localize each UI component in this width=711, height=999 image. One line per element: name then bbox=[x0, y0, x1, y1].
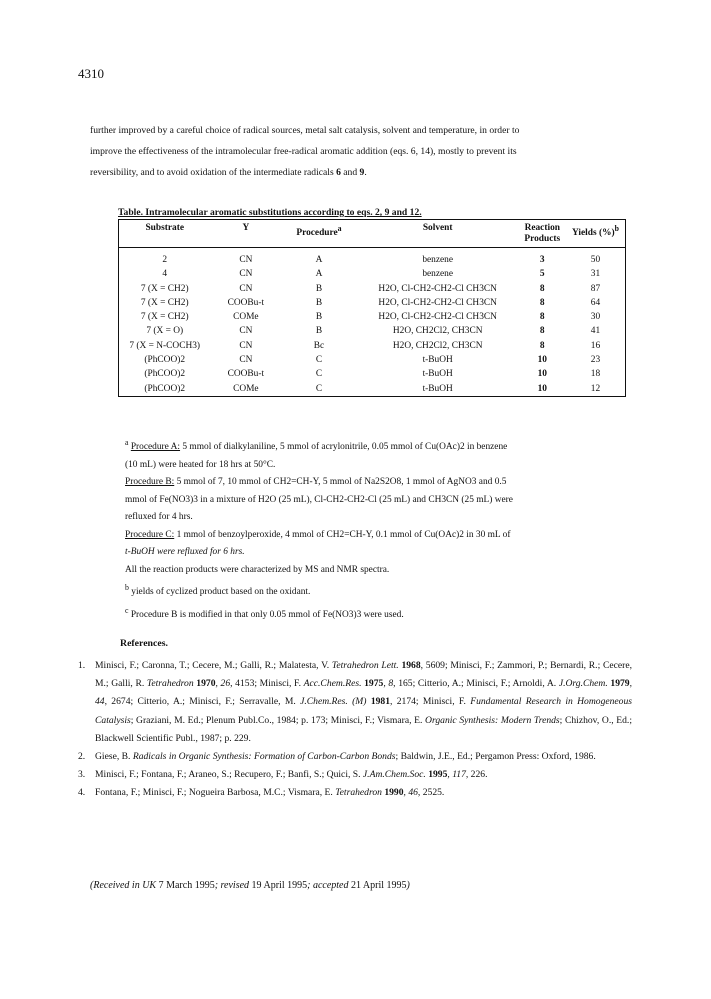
footnote-marker: a bbox=[337, 224, 342, 233]
table-row bbox=[119, 367, 626, 381]
reference-item bbox=[78, 766, 632, 784]
reference-number: 2. bbox=[78, 751, 86, 763]
table-row bbox=[119, 282, 626, 296]
cell-substrate: (PhCOO)2 bbox=[144, 369, 186, 380]
cell-procedure: C bbox=[315, 383, 323, 394]
footnote-text: 5 mmol of dialkylaniline, 5 mmol of acrylonitrile, 0.05 mmol of Cu(OAc)2 in benzene bbox=[180, 442, 508, 453]
header-yields bbox=[566, 220, 626, 248]
cell-product: 8 bbox=[539, 312, 545, 323]
table-row bbox=[119, 324, 626, 338]
footnote-line: mmol of Fe(NO3)3 in a mixture of H2O (25 mL), Cl-CH2-CH2-Cl (25 mL) and CH3CN (25 mL) were bbox=[125, 494, 513, 505]
cell-product: 8 bbox=[539, 340, 545, 351]
cell-y: COOBu-t bbox=[227, 297, 265, 308]
ref-year: 1970 bbox=[193, 678, 216, 690]
cell-procedure: B bbox=[315, 312, 323, 323]
received-text: ; accepted bbox=[307, 880, 351, 891]
cell-y: CN bbox=[239, 326, 253, 337]
header-y: Y bbox=[210, 220, 281, 248]
intro-text: and bbox=[340, 167, 360, 178]
journal-name: Acc.Chem.Res. bbox=[303, 678, 362, 690]
cell-solvent: H2O, CH2Cl2, CH3CN bbox=[392, 340, 483, 351]
footnote-line: (10 mL) were heated for 18 hrs at 50°C. bbox=[125, 459, 276, 470]
reference-number: 4. bbox=[78, 787, 86, 799]
compound-number: 6 bbox=[336, 167, 341, 178]
header-procedure-text: Procedure bbox=[296, 228, 338, 239]
intro-line bbox=[90, 162, 635, 183]
ref-text: , 2674; Citterio, A.; Minisci, F.; Serravalle, M. bbox=[104, 696, 301, 708]
header-reaction-products-line1: Reaction bbox=[524, 223, 560, 233]
cell-y: CN bbox=[239, 255, 253, 265]
table-row bbox=[119, 267, 626, 281]
footnote-procedure-a bbox=[125, 434, 630, 457]
book-title: Organic Synthesis: Modern Trends bbox=[425, 714, 560, 726]
footnote-marker: a bbox=[125, 438, 129, 447]
ref-text: , 226. bbox=[465, 769, 488, 781]
procedure-label: Procedure A: bbox=[130, 442, 181, 453]
cell-product: 8 bbox=[539, 326, 545, 337]
footnote-text: Procedure B is modified in that only 0.05 mmol of Fe(NO3)3 were used. bbox=[128, 609, 404, 620]
cell-y: CN bbox=[239, 283, 253, 294]
ref-volume: , 46 bbox=[403, 787, 418, 799]
cell-procedure: C bbox=[315, 369, 323, 380]
cell-yield: 31 bbox=[590, 269, 601, 280]
ref-text: Minisci, F.; Caronna, T.; Cecere, M.; Galli, R.; Malatesta, V. bbox=[95, 660, 332, 671]
cell-procedure: B bbox=[315, 326, 323, 337]
cell-procedure: A bbox=[315, 269, 323, 280]
cell-solvent: benzene bbox=[422, 255, 454, 265]
reference-number: 1. bbox=[78, 660, 86, 671]
intro-text: . bbox=[364, 167, 367, 178]
footnote-text: 1 mmol of benzoylperoxide, 4 mmol of CH2=CH-Y, 0.1 mmol of Cu(OAc)2 in 30 mL of bbox=[174, 529, 511, 540]
ref-text: , 165; Citterio, A.; Minisci, F.; Arnoldi, A. bbox=[393, 678, 559, 690]
cell-substrate: (PhCOO)2 bbox=[144, 355, 186, 366]
footnote-procedure-b bbox=[125, 474, 630, 492]
ref-text: ; Baldwin, J.E., Ed.; Pergamon Press: Oxford, 1986. bbox=[395, 751, 596, 763]
cell-yield: 16 bbox=[590, 340, 601, 351]
cell-substrate: 2 bbox=[162, 255, 168, 265]
table-row bbox=[119, 248, 626, 268]
footnote-marker: b bbox=[125, 583, 129, 593]
cell-yield: 12 bbox=[590, 383, 601, 394]
ref-volume: , 44 bbox=[95, 678, 633, 708]
table-row bbox=[119, 353, 626, 367]
cell-y: COMe bbox=[233, 383, 259, 394]
header-reaction-products-line2: Products bbox=[524, 234, 561, 244]
table-footnotes bbox=[125, 434, 630, 624]
received-text: ) bbox=[406, 880, 410, 891]
cell-procedure: C bbox=[315, 355, 323, 366]
cell-solvent: t-BuOH bbox=[422, 369, 453, 380]
cell-y: CN bbox=[239, 269, 253, 280]
cell-yield: 87 bbox=[590, 283, 601, 294]
reference-item bbox=[78, 657, 632, 748]
journal-name: J.Org.Chem. bbox=[558, 678, 608, 690]
ref-year: 1990 bbox=[381, 787, 404, 799]
journal-name: Tetrahedron Lett. bbox=[331, 660, 399, 671]
ref-year: 1995 bbox=[425, 769, 448, 781]
journal-name: Tetrahedron bbox=[335, 787, 382, 799]
table-header-row bbox=[119, 220, 626, 248]
footnote-procedure-c bbox=[125, 527, 630, 545]
ref-text: , 2525. bbox=[417, 787, 445, 799]
cell-product: 3 bbox=[539, 255, 545, 265]
cell-solvent: t-BuOH bbox=[422, 355, 453, 366]
intro-text: reversibility, and to avoid oxidation of the intermediate radicals bbox=[90, 167, 337, 178]
cell-product: 10 bbox=[537, 369, 547, 380]
footnote-marker: c bbox=[125, 605, 129, 615]
header-procedure bbox=[281, 220, 356, 248]
cell-y: COOBu-t bbox=[227, 369, 265, 380]
intro-paragraph bbox=[90, 120, 635, 183]
received-date: 7 March 1995 bbox=[158, 880, 215, 891]
intro-line: improve the effectiveness of the intramolecular free-radical aromatic addition (eqs. 6, 14), mostly to prevent its bbox=[90, 146, 517, 157]
footnote-note-b bbox=[125, 579, 630, 602]
cell-substrate: 7 (X = CH2) bbox=[140, 312, 189, 323]
cell-product: 8 bbox=[539, 297, 545, 308]
journal-name: J.Am.Chem.Soc. bbox=[362, 769, 426, 781]
cell-procedure: B bbox=[315, 297, 323, 308]
header-substrate: Substrate bbox=[119, 220, 211, 248]
results-table bbox=[118, 219, 626, 397]
reference-item bbox=[78, 784, 632, 802]
cell-y: CN bbox=[239, 355, 253, 366]
ref-volume: , 8 bbox=[383, 678, 394, 690]
cell-substrate: 7 (X = O) bbox=[146, 326, 184, 337]
page-number: 4310 bbox=[78, 66, 104, 81]
ref-text: Giese, B. bbox=[95, 751, 133, 763]
cell-yield: 30 bbox=[590, 312, 601, 323]
cell-procedure: Bc bbox=[313, 340, 325, 351]
accepted-date: 21 April 1995 bbox=[350, 880, 407, 891]
cell-product: 5 bbox=[539, 269, 545, 280]
footnote-text: 5 mmol of 7, 10 mmol of CH2=CH-Y, 5 mmol of Na2S2O8, 1 mmol of AgNO3 and 0.5 bbox=[174, 477, 507, 488]
procedure-label: Procedure B: bbox=[125, 477, 175, 488]
footnote-text: yields of cyclized product based on the oxidant. bbox=[128, 587, 311, 598]
header-yields-text: Yields (%) bbox=[571, 228, 615, 239]
book-title: Fundamental Research in Homogeneous Catalysis bbox=[95, 696, 633, 726]
revised-date: 19 April 1995 bbox=[251, 880, 308, 891]
reference-item bbox=[78, 748, 632, 766]
footnote-note: All the reaction products were characterized by MS and NMR spectra. bbox=[125, 564, 390, 575]
cell-substrate: 7 (X = CH2) bbox=[140, 297, 189, 308]
ref-year: 1981 bbox=[366, 696, 391, 708]
ref-text: ; Chizhov, O., Ed.; Blackwell Scientific Publ., 1987; p. 229. bbox=[95, 714, 632, 744]
references-heading: References. bbox=[120, 638, 168, 649]
header-solvent: Solvent bbox=[357, 220, 519, 248]
cell-y: CN bbox=[239, 340, 253, 351]
header-reaction-products bbox=[519, 220, 566, 248]
ref-text: Fontana, F.; Minisci, F.; Nogueira Barbosa, M.C.; Vismara, E. bbox=[95, 787, 336, 799]
cell-substrate: (PhCOO)2 bbox=[144, 383, 186, 394]
table-title: Table. Intramolecular aromatic substitutions according to eqs. 2, 9 and 12. bbox=[118, 207, 422, 218]
ref-year: 1975 bbox=[361, 678, 384, 690]
cell-product: 10 bbox=[537, 355, 547, 366]
ref-text: ; Graziani, M. Ed.; Plenum Publ.Co., 1984; p. 173; Minisci, F.; Vismara, E. bbox=[130, 714, 426, 726]
cell-solvent: benzene bbox=[422, 269, 454, 280]
journal-name: J.Chem.Res. (M) bbox=[300, 696, 367, 708]
cell-solvent: H2O, Cl-CH2-CH2-Cl CH3CN bbox=[378, 297, 497, 308]
footnote-text: t-BuOH were refluxed for 6 hrs. bbox=[125, 547, 245, 558]
ref-year: 1968 bbox=[398, 660, 421, 671]
compound-number: 9 bbox=[359, 167, 365, 178]
footnote-marker: b bbox=[614, 224, 619, 233]
cell-y: COMe bbox=[233, 312, 259, 323]
journal-name: Tetrahedron bbox=[146, 678, 194, 690]
received-dates bbox=[90, 880, 410, 891]
ref-volume: , 26 bbox=[215, 678, 231, 690]
cell-procedure: A bbox=[315, 255, 323, 265]
table-body bbox=[119, 248, 626, 397]
cell-product: 8 bbox=[539, 283, 545, 294]
footnote-line: refluxed for 4 hrs. bbox=[125, 512, 193, 523]
ref-text: , 4153; Minisci, F. bbox=[230, 678, 304, 690]
cell-product: 10 bbox=[537, 383, 547, 394]
cell-yield: 18 bbox=[590, 369, 601, 380]
received-text: (Received in UK bbox=[90, 880, 159, 891]
reference-number: 3. bbox=[78, 769, 86, 781]
cell-substrate: 7 (X = N-COCH3) bbox=[129, 340, 201, 351]
cell-yield: 64 bbox=[590, 297, 601, 308]
references-list bbox=[78, 657, 632, 803]
ref-text: , 2174; Minisci, F. bbox=[390, 696, 471, 708]
intro-line: further improved by a careful choice of radical sources, metal salt catalysis, solvent and temperature, in order to bbox=[90, 125, 520, 136]
footnote-line bbox=[125, 544, 630, 562]
table-row bbox=[119, 296, 626, 310]
cell-substrate: 4 bbox=[162, 269, 168, 280]
table-row bbox=[119, 382, 626, 397]
cell-solvent: t-BuOH bbox=[422, 383, 453, 394]
footnote-note-c bbox=[125, 602, 630, 625]
ref-text: Minisci, F.; Fontana, F.; Araneo, S.; Recupero, F.; Banfi, S.; Quici, S. bbox=[95, 769, 363, 781]
procedure-label: Procedure C: bbox=[125, 529, 175, 540]
ref-volume: , 117 bbox=[447, 769, 466, 781]
table-row bbox=[119, 310, 626, 324]
cell-solvent: H2O, CH2Cl2, CH3CN bbox=[392, 326, 483, 337]
ref-text: , 5609; Minisci, F.; Zammori, P.; Bernardi, R.; Cecere, M.; Galli, R. bbox=[95, 660, 633, 690]
received-text: ; revised bbox=[214, 880, 252, 891]
cell-yield: 23 bbox=[590, 355, 601, 366]
cell-substrate: 7 (X = CH2) bbox=[140, 283, 189, 294]
book-title: Radicals in Organic Synthesis: Formation of Carbon-Carbon Bonds bbox=[132, 751, 396, 763]
cell-solvent: H2O, Cl-CH2-CH2-Cl CH3CN bbox=[378, 283, 497, 294]
table-row bbox=[119, 339, 626, 353]
cell-yield: 50 bbox=[590, 255, 601, 265]
cell-solvent: H2O, Cl-CH2-CH2-Cl CH3CN bbox=[378, 312, 497, 323]
ref-year: 1979 bbox=[607, 678, 630, 690]
cell-procedure: B bbox=[315, 283, 323, 294]
cell-yield: 41 bbox=[590, 326, 601, 337]
